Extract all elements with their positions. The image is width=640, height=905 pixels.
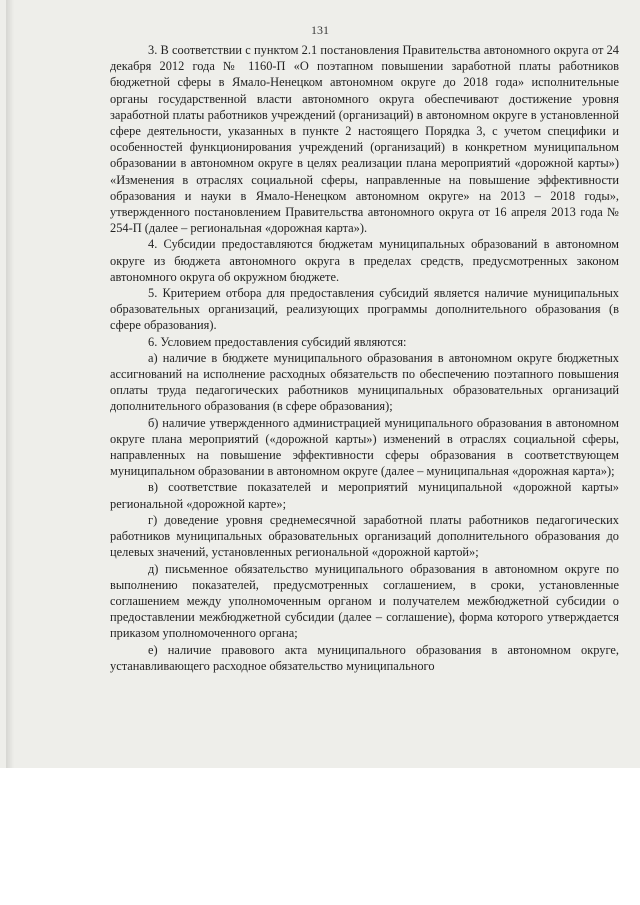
condition-b: б) наличие утвержденного администрацией муниципального образования в автономном округе плана мероприятий («дорожной карты») изменений в отраслях социальной сферы, направленных на повышение эффективности сферы образования в соответствующем муниципальном образовании в автономном округе (далее – муниципальная «дорожная карта»); xyxy=(110,415,619,479)
condition-d: д) письменное обязательство муниципального образования в автономном округе по выполнению показателей, предусмотренных соглашением, в сроки, установленные соглашением между уполномоченным органом и получателем межбюджетной субсидии о предоставлении межбюджетной субсидии (далее – соглашение), форма которого утверждается приказом уполномоченного органа; xyxy=(110,561,619,641)
paragraph-3: 3. В соответствии с пунктом 2.1 постановления Правительства автономного округа от 24 декабря 2012 года № 1160-П «О поэтапном повышении заработной платы работников бюджетной сферы в Ямало-Ненецком автономном округе до 2018 года» исполнительные органы государственной власти автономного округа обеспечивают достижение уровня заработной платы работников учреждений (организаций) в автономном округе в установленной сфере деятельности, указанных в пункте 2 настоящего Порядка 3, с учетом специфики и особенностей функционирования учреждений (организаций) в конкретном муниципальном образовании в автономном округе в целях реализации плана мероприятий «дорожной карты») «Изменения в отраслях социальной сферы, направленные на повышение эффективности образования и науки в Ямало-Ненецком автономном округе» на 2013 – 2018 годы», утвержденного постановлением Правительства автономного округа от 16 апреля 2013 года № 254-П (далее – региональная «дорожная карта»). xyxy=(110,43,619,236)
condition-v: в) соответствие показателей и мероприятий муниципальной «дорожной карты» региональной «дорожной карте»; xyxy=(110,480,619,511)
document-body xyxy=(110,42,619,674)
paragraph-5: 5. Критерием отбора для предоставления субсидий является наличие муниципальных образовательных организаций, реализующих программы дополнительного образования (в сфере образования). xyxy=(110,286,619,333)
condition-g: г) доведение уровня среднемесячной заработной платы работников педагогических работников муниципальных образовательных организаций дополнительного образования до целевых значений, установленных региональной «дорожной картой»; xyxy=(110,512,619,560)
condition-a: а) наличие в бюджете муниципального образования в автономном округе бюджетных ассигнований на исполнение расходных обязательств по обеспечению поэтапного повышения оплаты труда педагогических работников муниципальных образовательных организаций дополнительного образования (в сфере образования); xyxy=(110,350,619,414)
paragraph-4: 4. Субсидии предоставляются бюджетам муниципальных образований в автономном округе из бюджета автономного округа в пределах средств, предусмотренных законом автономного округа об окружном бюджете. xyxy=(110,237,619,284)
condition-e: е) наличие правового акта муниципального образования в автономном округе, устанавливающего расходное обязательство муниципального xyxy=(110,642,619,673)
scan-edge-shadow xyxy=(6,0,14,768)
paragraph-6: 6. Условием предоставления субсидий являются: xyxy=(148,334,407,349)
page-number: 131 xyxy=(311,23,329,37)
blank-area xyxy=(0,768,640,905)
